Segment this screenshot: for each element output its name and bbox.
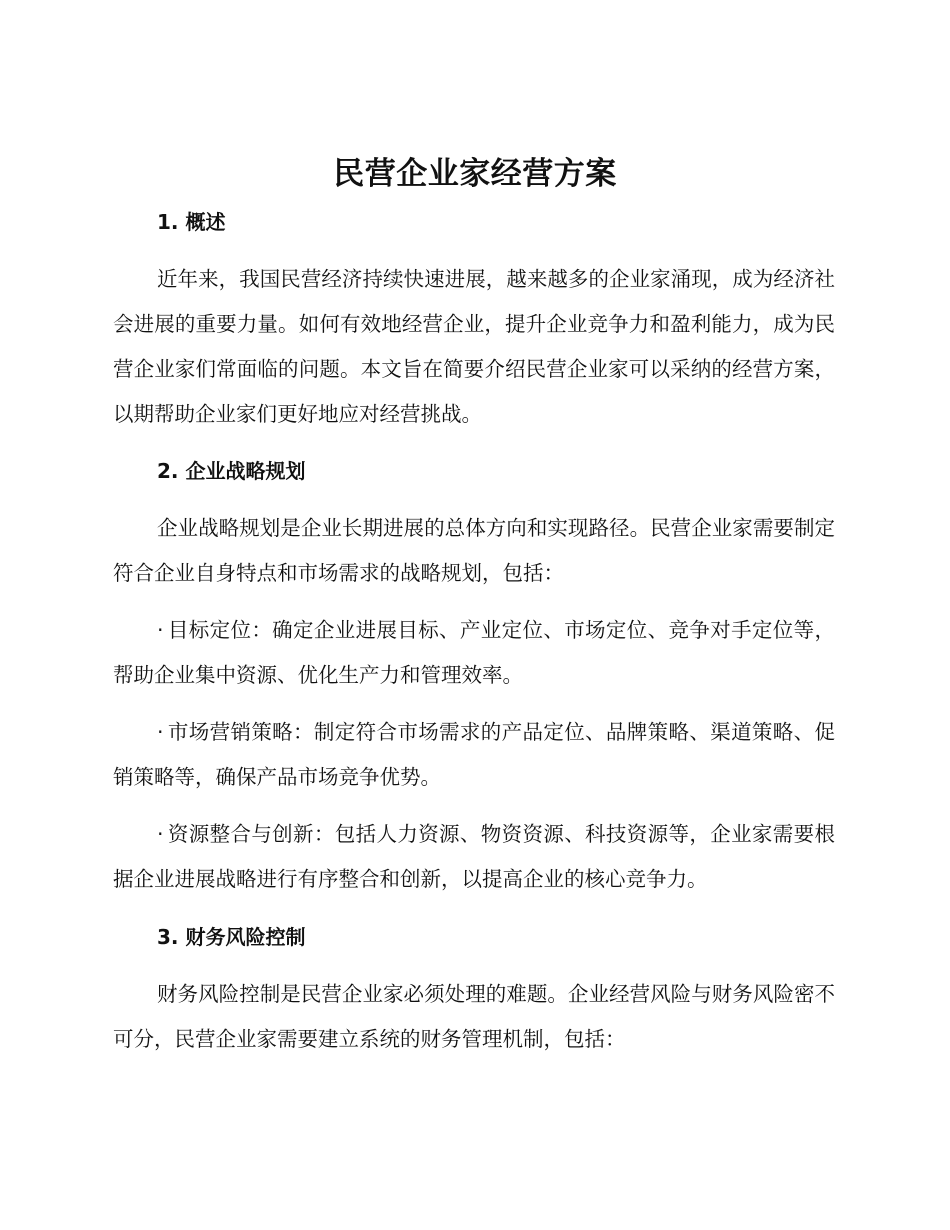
bullet-item-target-positioning: [113, 608, 835, 698]
document-title: 民营企业家经营方案: [333, 156, 617, 192]
bullet-text: 目标定位：确定企业进展目标、产业定位、市场定位、竞争对手定位等，帮助企业集中资源、优化生产力和管理效率。: [113, 618, 835, 687]
section-heading-financial-risk: 3. 财务风险控制: [157, 925, 306, 949]
bullet-icon: ·: [157, 720, 164, 744]
bullet-icon: ·: [157, 618, 164, 642]
paragraph-strategy-intro: 企业战略规划是企业长期进展的总体方向和实现路径。民营企业家需要制定符合企业自身特点和市场需求的战略规划，包括：: [113, 516, 835, 585]
section-heading-overview: 1. 概述: [157, 210, 226, 234]
section-heading-strategy: 2. 企业战略规划: [157, 459, 306, 483]
bullet-icon: ·: [157, 822, 164, 846]
paragraph-overview: 近年来，我国民营经济持续快速进展，越来越多的企业家涌现，成为经济社会进展的重要力量。如何有效地经营企业，提升企业竞争力和盈利能力，成为民营企业家们常面临的问题。本文旨在简要介绍民营企业家可以采纳的经营方案，以期帮助企业家们更好地应对经营挑战。: [113, 267, 835, 426]
bullet-text: 资源整合与创新：包括人力资源、物资资源、科技资源等，企业家需要根据企业进展战略进行有序整合和创新，以提高企业的核心竞争力。: [113, 822, 835, 891]
bullet-item-marketing-strategy: [113, 710, 835, 800]
bullet-item-resource-integration: [113, 812, 835, 902]
paragraph-financial-risk: 财务风险控制是民营企业家必须处理的难题。企业经营风险与财务风险密不可分，民营企业家需要建立系统的财务管理机制，包括：: [113, 982, 835, 1051]
bullet-text: 市场营销策略：制定符合市场需求的产品定位、品牌策略、渠道策略、促销策略等，确保产品市场竞争优势。: [113, 720, 835, 789]
